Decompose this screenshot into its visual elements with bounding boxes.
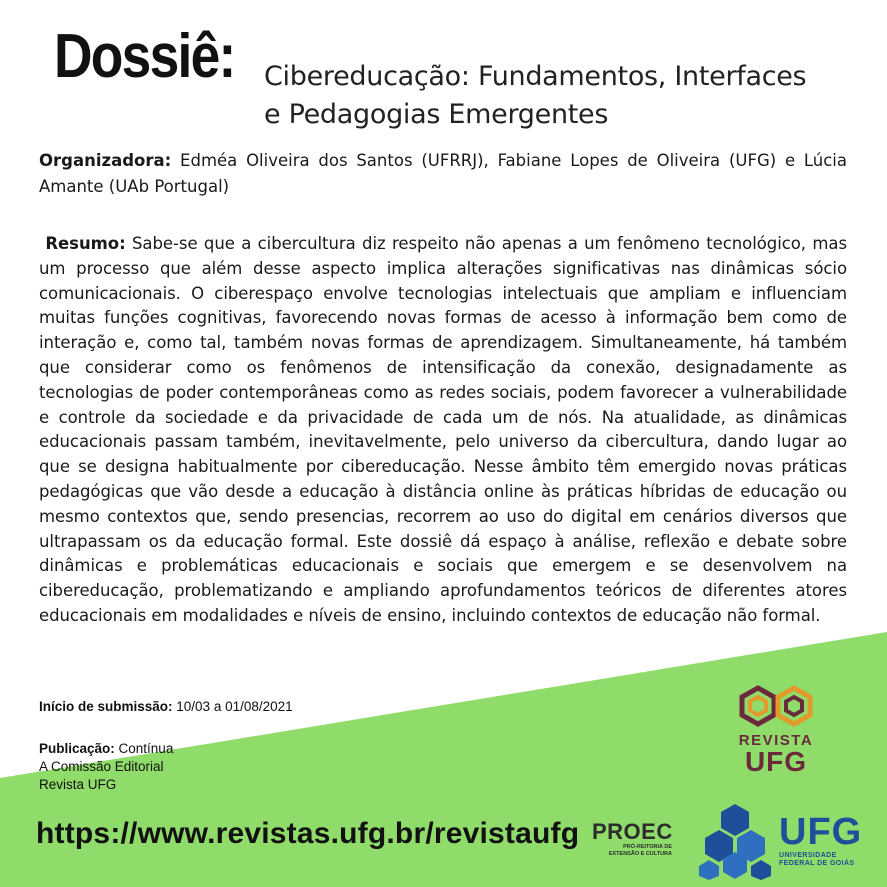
double-hexagon-icon	[728, 684, 824, 730]
organizers-text: Edméa Oliveira dos Santos (UFRRJ), Fabiane Lopes de Oliveira (UFG) e Lúcia Amante (UAb Portugal)	[39, 151, 847, 196]
submission-label: Início de submissão:	[39, 699, 173, 714]
organizers-paragraph	[39, 148, 847, 200]
publication-label: Publicação:	[39, 741, 115, 756]
ufg-subtitle-line-2: FEDERAL DE GOIÁS	[779, 860, 855, 867]
publication-row	[39, 740, 459, 758]
revista-label: REVISTA	[738, 732, 814, 749]
journal-url-link[interactable]: https://www.revistas.ufg.br/revistaufg	[36, 817, 580, 850]
submission-value: 10/03 a 01/08/2021	[172, 699, 293, 714]
title-block	[54, 22, 854, 130]
ufg-subtitle	[779, 852, 865, 868]
page-subtitle	[264, 58, 864, 134]
revista-ufg-name: UFG	[744, 746, 808, 777]
proec-subtitle-line-1: PRÓ-REITORIA DE	[623, 844, 672, 850]
proec-logo	[592, 820, 682, 858]
summary-label: Resumo:	[45, 234, 126, 253]
proec-name: PROEC	[592, 819, 673, 844]
publication-value: Contínua	[114, 741, 174, 756]
committee-text: A Comissão Editorial	[39, 759, 164, 774]
ufg-university-logo	[695, 800, 865, 880]
subtitle-line-1: Cibereducação: Fundamentos, Interfaces	[264, 61, 807, 92]
summary-text: Sabe-se que a cibercultura diz respeito não apenas a um fenômeno tecnológico, mas um processo que além desse aspecto implica alterações significativas nas dinâmicas sócio comunicacionais. O ciberespaço envolve tecnologias intelectuais que ampliam e influenciam muitas funções cognitivas, favorecendo novas formas de acesso à informação bem como de interação e, como tal, também novas formas de aprendizagem. Simultaneamente, há também que considerar como os fenômenos de intensificação da conexão, designadamente as tecnologias de poder contemporâneas como as redes sociais, podem favorecer a vulnerabilidade e controle da sociedade e da privacidade de cada um de nós. Na atualidade, as dinâmicas educacionais passam também, inevitavelmente, pelo universo da cibercultura, dando lugar ao que se designa habitualmente por cibereducação. Nesse âmbito têm emergido novas práticas pedagógicas que vão desde a educação à distância online às práticas híbridas de educação ou mesmo contextos que, sendo presencias, recorrem ao uso do digital em cenários diversos que ultrapassam os da educação formal. Este dossiê dá espaço à análise, reflexão e debate sobre dinâmicas e problemáticas educacionais e sociais que emergem e se desenvolvem na cibereducação, problematizando e ampliando aprofundamentos teóricos de diferentes atores educacionais em modalidades e níveis de ensino, incluindo contextos de educação não formal.	[39, 234, 847, 625]
summary-paragraph	[39, 232, 847, 629]
organizers-label: Organizadora:	[39, 151, 172, 170]
page-title: Dossiê:	[54, 22, 235, 91]
proec-subtitle-line-2: EXTENSÃO E CULTURA	[608, 851, 672, 857]
submission-row	[39, 698, 459, 716]
revista-ufg-logo	[728, 684, 824, 784]
journal-name: Revista UFG	[39, 777, 117, 792]
subtitle-line-2: e Pedagogias Emergentes	[264, 99, 609, 130]
ufg-subtitle-line-1: UNIVERSIDADE	[779, 852, 837, 859]
ufg-name: UFG	[779, 811, 863, 853]
hexagon-cluster-icon	[695, 800, 775, 880]
submission-info	[39, 698, 459, 794]
